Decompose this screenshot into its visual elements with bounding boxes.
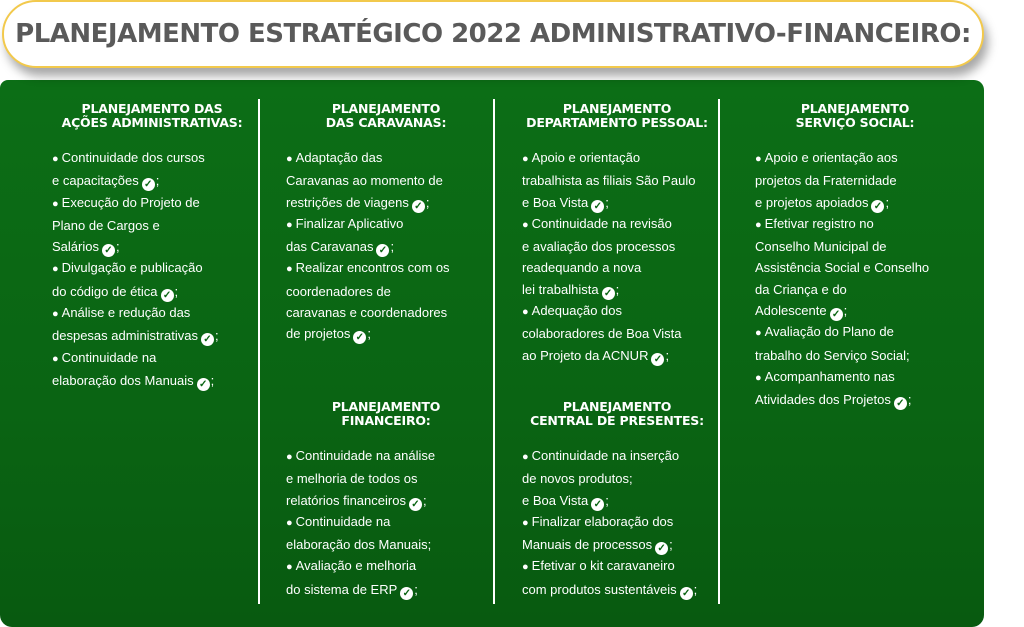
section-title [52,102,252,130]
item-text-line [522,445,712,468]
check-circle-icon: ✓ [353,331,366,344]
item-text: Finalizar elaboração dos [531,513,674,529]
item-text: Continuidade na inserção [531,448,680,463]
bullet-icon: ● [522,306,529,319]
item-tail: ; [669,537,673,553]
item-text-line [286,213,486,236]
item-text: Continuidade na análise [295,448,436,463]
item-text: Adolescente [755,303,827,319]
check-circle-icon: ✓ [201,333,214,346]
item-text: trabalho do Serviço Social; [755,347,910,363]
section-title-line: PLANEJAMENTO [562,101,672,116]
bullet-icon: ● [52,352,59,365]
item-text-line [286,257,486,280]
item-text: lei trabalhista [522,281,599,297]
section-caravanas [286,102,486,345]
item-text: relatórios financeiros [286,492,406,508]
item-text: da Criança e do [755,281,847,297]
item-text-line [52,347,252,370]
item-text-line [52,215,252,236]
item-text: Continuidade na revisão [531,215,672,231]
check-circle-icon: ✓ [591,498,604,511]
item-text-line [286,281,486,302]
section-central-presentes [522,400,712,600]
page-title: PLANEJAMENTO ESTRATÉGICO 2022 ADMINISTRATIVO-FINANCEIRO: [15,19,971,49]
item-text: Apoio e orientação [531,150,641,165]
item-text-line [755,389,955,410]
check-circle-icon: ✓ [830,308,843,321]
section-item-list [522,147,712,366]
section-item-list [52,147,252,391]
item-text-line [522,170,712,191]
section-title-line: SERVIÇO SOCIAL: [795,115,915,130]
bullet-icon: ● [52,263,59,276]
item-text: e melhoria de todos os [286,471,418,487]
item-tail: ; [155,173,160,189]
list-item [52,192,252,258]
item-text-line [286,579,486,600]
item-tail: ; [605,194,609,210]
bullet-icon: ● [286,561,293,574]
item-text: Conselho Municipal de [755,239,887,255]
item-text-line [522,468,712,489]
check-circle-icon: ✓ [655,542,668,555]
item-text-line [522,257,712,278]
check-circle-icon: ✓ [591,200,604,213]
list-item [52,302,252,347]
check-circle-icon: ✓ [142,178,155,191]
bullet-icon: ● [522,153,529,165]
item-tail: ; [414,581,418,597]
bullet-icon: ● [522,561,529,574]
item-text: Plano de Cargos e [52,217,160,233]
item-text-line [522,147,712,170]
column-divider [493,99,495,604]
item-text: Adaptação das [295,150,383,165]
item-tail: ; [693,581,698,597]
item-text-line [755,321,955,344]
section-item-list [286,445,486,600]
list-item [52,257,252,302]
bullet-icon: ● [755,153,762,165]
list-item [286,511,486,556]
item-text: colaboradores de Boa Vista [522,326,682,342]
check-circle-icon: ✓ [651,353,664,366]
bullet-icon: ● [286,153,293,165]
check-circle-icon: ✓ [894,397,907,410]
item-text: Finalizar Aplicativo [295,215,404,231]
item-text-line [286,192,486,213]
item-text: Avaliação do Plano de [764,324,894,340]
bullet-icon: ● [286,516,293,529]
item-text-line [52,192,252,215]
item-tail: ; [843,303,848,319]
item-text-line [522,534,712,555]
bullet-icon: ● [755,327,762,340]
item-text-line [52,257,252,280]
list-item [522,213,712,300]
item-text-line [522,555,712,578]
item-text-line [522,213,712,236]
item-text-line [755,170,955,191]
column-divider [258,99,260,604]
item-tail: ; [390,239,395,255]
check-circle-icon: ✓ [871,200,884,213]
section-title-line: PLANEJAMENTO [331,399,441,414]
item-text-line [286,490,486,511]
item-text-line [522,236,712,257]
item-tail: ; [425,194,430,210]
list-item [522,445,712,511]
item-text-line [52,325,252,346]
section-title-line: CENTRAL DE PRESENTES: [530,413,704,428]
item-text-line [522,192,712,213]
bullet-icon: ● [522,218,529,231]
bullet-icon: ● [286,451,293,463]
bullet-icon: ● [755,218,762,231]
item-text-line [286,147,486,170]
section-title-line: DEPARTAMENTO PESSOAL: [526,115,708,130]
item-text: Manuais de processos [522,537,653,553]
section-title [286,102,486,130]
item-text-line [286,511,486,534]
section-departamento-pessoal [522,102,712,366]
check-circle-icon: ✓ [412,200,425,213]
section-title-line: PLANEJAMENTO [800,101,910,116]
item-tail: ; [605,492,609,508]
item-tail: ; [214,328,219,344]
item-text: Efetivar o kit caravaneiro [531,558,675,574]
item-text-line [52,170,252,191]
item-text-line [522,300,712,323]
section-item-list [522,445,712,600]
item-text-line [286,302,486,323]
list-item [755,366,955,411]
bullet-icon: ● [522,451,529,463]
title-banner [2,0,984,68]
list-item [522,300,712,366]
item-text: Apoio e orientação aos [764,150,898,165]
bullet-icon: ● [755,371,762,384]
check-circle-icon: ✓ [400,587,413,600]
list-item [286,257,486,344]
bullet-icon: ● [52,153,59,165]
check-circle-icon: ✓ [197,378,210,391]
section-title [286,400,486,428]
item-text-line [755,279,955,300]
item-tail: ; [422,492,427,508]
item-text: Assistência Social e Conselho [755,260,930,276]
section-title-line: PLANEJAMENTO [562,399,672,414]
item-text: de novos produtos; [522,471,633,487]
item-text: Realizar encontros com os [295,260,450,276]
item-tail: ; [115,239,120,255]
item-text-line [286,468,486,489]
item-text: com produtos sustentáveis [522,581,677,597]
item-text-line [52,281,252,302]
item-text: projetos da Fraternidade [755,173,897,189]
list-item [522,555,712,600]
item-text: Efetivar registro no [764,215,874,231]
item-text: Caravanas ao momento de [286,173,443,189]
item-text: ao Projeto da ACNUR [522,347,649,363]
item-text: do código de ética [52,283,158,299]
item-text-line [286,170,486,191]
item-text-line [755,257,955,278]
section-title-line: DAS CARAVANAS: [325,115,447,130]
item-text: Atividades dos Projetos [755,392,891,408]
bullet-icon: ● [286,263,293,276]
list-item [522,511,712,556]
item-text-line [52,147,252,170]
check-circle-icon: ✓ [602,287,615,300]
item-text-line [286,534,486,555]
item-text-line [286,445,486,468]
item-text: restrições de viagens [286,194,409,210]
item-text: coordenadores de [286,283,391,299]
item-text: das Caravanas [286,239,374,255]
bullet-icon: ● [286,218,293,231]
bullet-icon: ● [522,516,529,529]
item-tail: ; [174,283,179,299]
section-financeiro [286,400,486,600]
item-tail: ; [615,281,620,297]
item-text: elaboração dos Manuais [52,372,194,388]
item-text: Avaliação e melhoria [295,558,417,574]
item-text: Continuidade dos cursos [61,150,205,165]
item-text: caravanas e coordenadores [286,305,448,321]
item-text: trabalhista as filiais São Paulo [522,173,696,189]
section-title [522,400,712,428]
item-text: e Boa Vista [522,194,589,210]
item-text: elaboração dos Manuais; [286,537,432,553]
item-tail: ; [210,372,215,388]
item-tail: ; [885,194,890,210]
section-title [522,102,712,130]
bullet-icon: ● [52,308,59,321]
item-text: Acompanhamento nas [764,368,895,384]
list-item [52,147,252,192]
item-text-line [755,192,955,213]
section-title-line: PLANEJAMENTO [331,101,441,116]
list-item [755,147,955,213]
section-title-line: PLANEJAMENTO DAS [81,101,223,116]
item-text: de projetos [286,326,351,342]
item-text-line [52,236,252,257]
item-text: do sistema de ERP [286,581,398,597]
item-text: e projetos apoiados [755,194,869,210]
item-text: e avaliação dos processos [522,239,676,255]
item-text: Continuidade na [61,349,157,365]
item-text: readequando a nova [522,260,642,276]
item-text: Execução do Projeto de [61,194,200,210]
item-text-line [286,323,486,344]
check-circle-icon: ✓ [102,244,115,257]
list-item [755,321,955,366]
item-text: e Boa Vista [522,492,589,508]
list-item [755,213,955,321]
item-text-line [286,236,486,257]
section-admin [52,102,252,391]
item-text: Adequação dos [531,303,623,319]
item-text-line [755,300,955,321]
item-text-line [755,213,955,236]
item-tail: ; [367,326,371,342]
item-text-line [52,370,252,391]
list-item [522,147,712,213]
item-text-line [755,147,955,170]
item-text-line [755,366,955,389]
check-circle-icon: ✓ [680,587,693,600]
item-text: Divulgação e publicação [61,260,203,276]
bullet-icon: ● [52,197,59,210]
section-item-list [755,147,955,411]
item-text-line [522,511,712,534]
item-text-line [522,323,712,344]
item-text-line [755,345,955,366]
item-text-line [286,555,486,578]
item-tail: ; [907,392,912,408]
item-text: Continuidade na [295,513,391,529]
list-item [286,213,486,258]
item-text-line [522,490,712,511]
item-text-line [755,236,955,257]
item-text: Salários [52,239,99,255]
item-text-line [522,579,712,600]
column-divider [718,99,720,604]
item-text: e capacitações [52,173,139,189]
item-tail: ; [665,347,670,363]
list-item [286,555,486,600]
item-text: despesas administrativas [52,328,198,344]
section-title-line: FINANCEIRO: [341,413,431,428]
check-circle-icon: ✓ [376,244,389,257]
section-title [755,102,955,130]
section-servico-social [755,102,955,411]
section-title-line: AÇÕES ADMINISTRATIVAS: [61,115,243,130]
check-circle-icon: ✓ [161,289,174,302]
list-item [52,347,252,392]
item-text-line [52,302,252,325]
list-item [286,445,486,511]
list-item [286,147,486,213]
check-circle-icon: ✓ [409,498,422,511]
item-text-line [522,345,712,366]
section-item-list [286,147,486,345]
item-text-line [522,279,712,300]
item-text: Análise e redução das [61,305,191,321]
